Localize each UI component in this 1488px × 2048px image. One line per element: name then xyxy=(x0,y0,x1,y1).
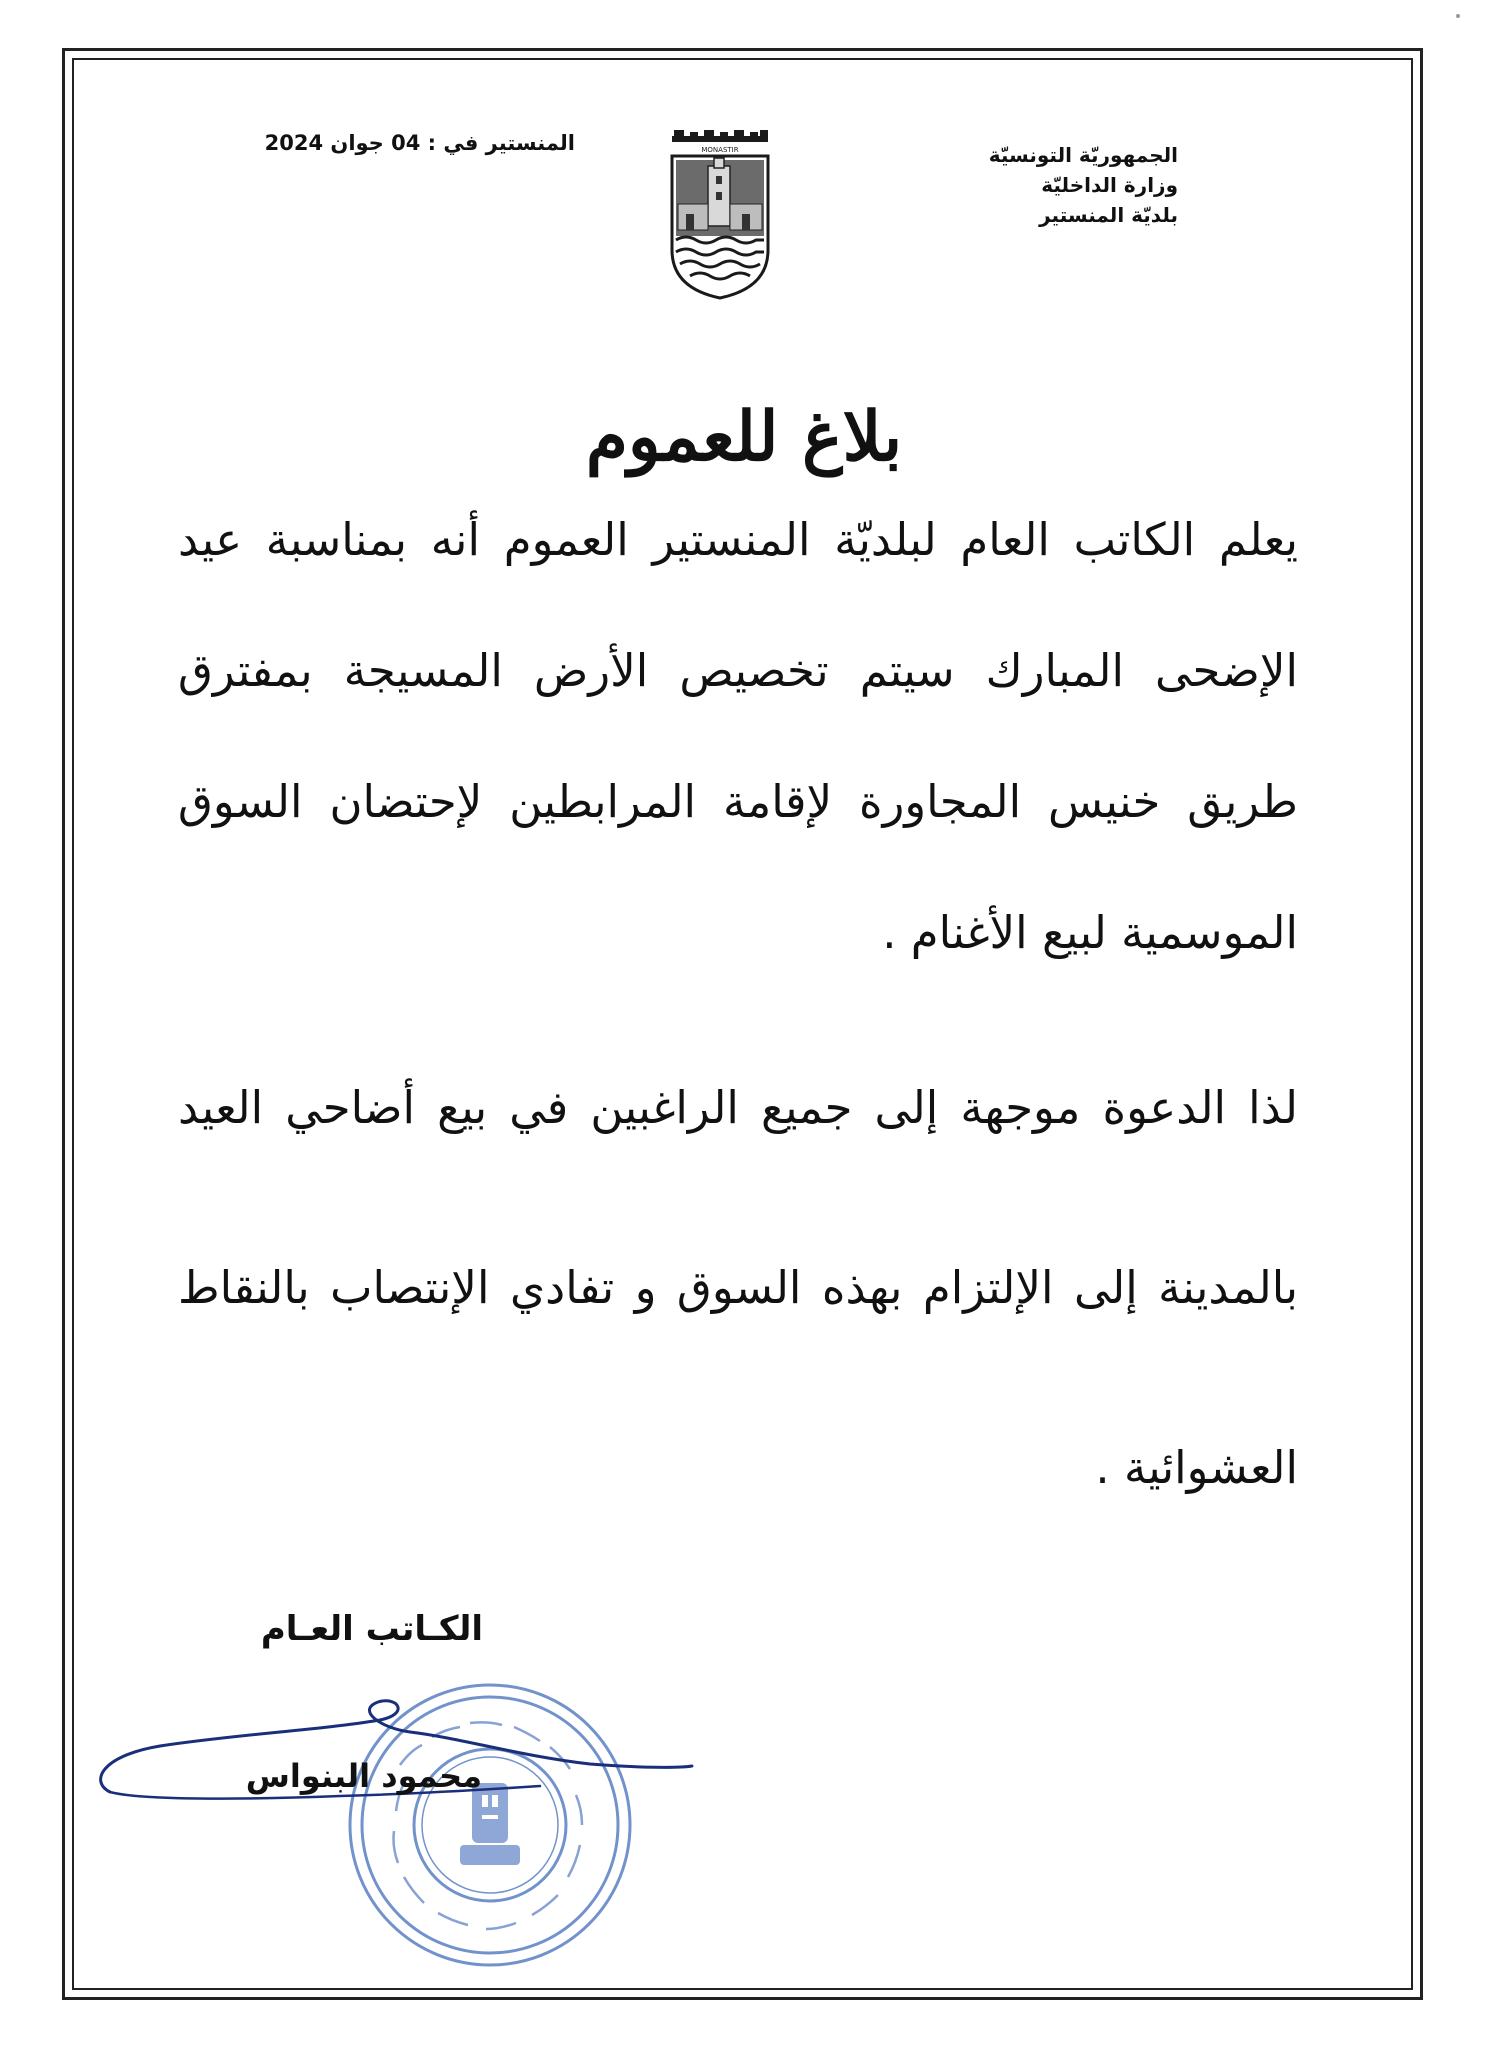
monastir-coat-of-arms-icon xyxy=(668,130,772,300)
signatory-name: محمود البنواس xyxy=(245,1757,482,1795)
paragraph-line: يعلم الكاتب العام لبلديّة المنستير العموم أنه بمناسبة عيد xyxy=(178,513,1298,566)
municipality-name: بلديّة المنستير xyxy=(1039,203,1178,227)
paragraph-line: الإضحى المبارك سيتم تخصيص الأرض المسيجة بمفترق xyxy=(178,644,1298,697)
paragraph-line: الموسمية لبيع الأغنام . xyxy=(882,906,1298,959)
scan-speck xyxy=(1456,14,1460,18)
notice-paragraph-1 xyxy=(178,510,1298,1034)
paragraph-line: لذا الدعوة موجهة إلى جميع الراغبين في بيع أضاحي العيد xyxy=(178,1081,1298,1134)
ministry-name: وزارة الداخليّة xyxy=(1041,173,1178,197)
paragraph-line: طريق خنيس المجاورة لإقامة المرابطين لإحتضان السوق xyxy=(178,775,1298,828)
notice-paragraph-2 xyxy=(178,1078,1298,1618)
letterhead xyxy=(818,140,1178,230)
republic-name: الجمهوريّة التونسيّة xyxy=(988,143,1178,167)
paragraph-line: بالمدينة إلى الإلتزام بهذه السوق و تفادي الإنتصاب بالنقاط xyxy=(178,1261,1298,1314)
signatory-title: الكـاتب العـام xyxy=(260,1609,483,1649)
emblem-caption: MONASTIR xyxy=(701,146,739,154)
place-date: المنستير في : 04 جوان 2024 xyxy=(264,131,575,155)
notice-title: بلاغ للعموم xyxy=(585,397,903,477)
paragraph-line: العشوائية . xyxy=(1095,1441,1298,1494)
